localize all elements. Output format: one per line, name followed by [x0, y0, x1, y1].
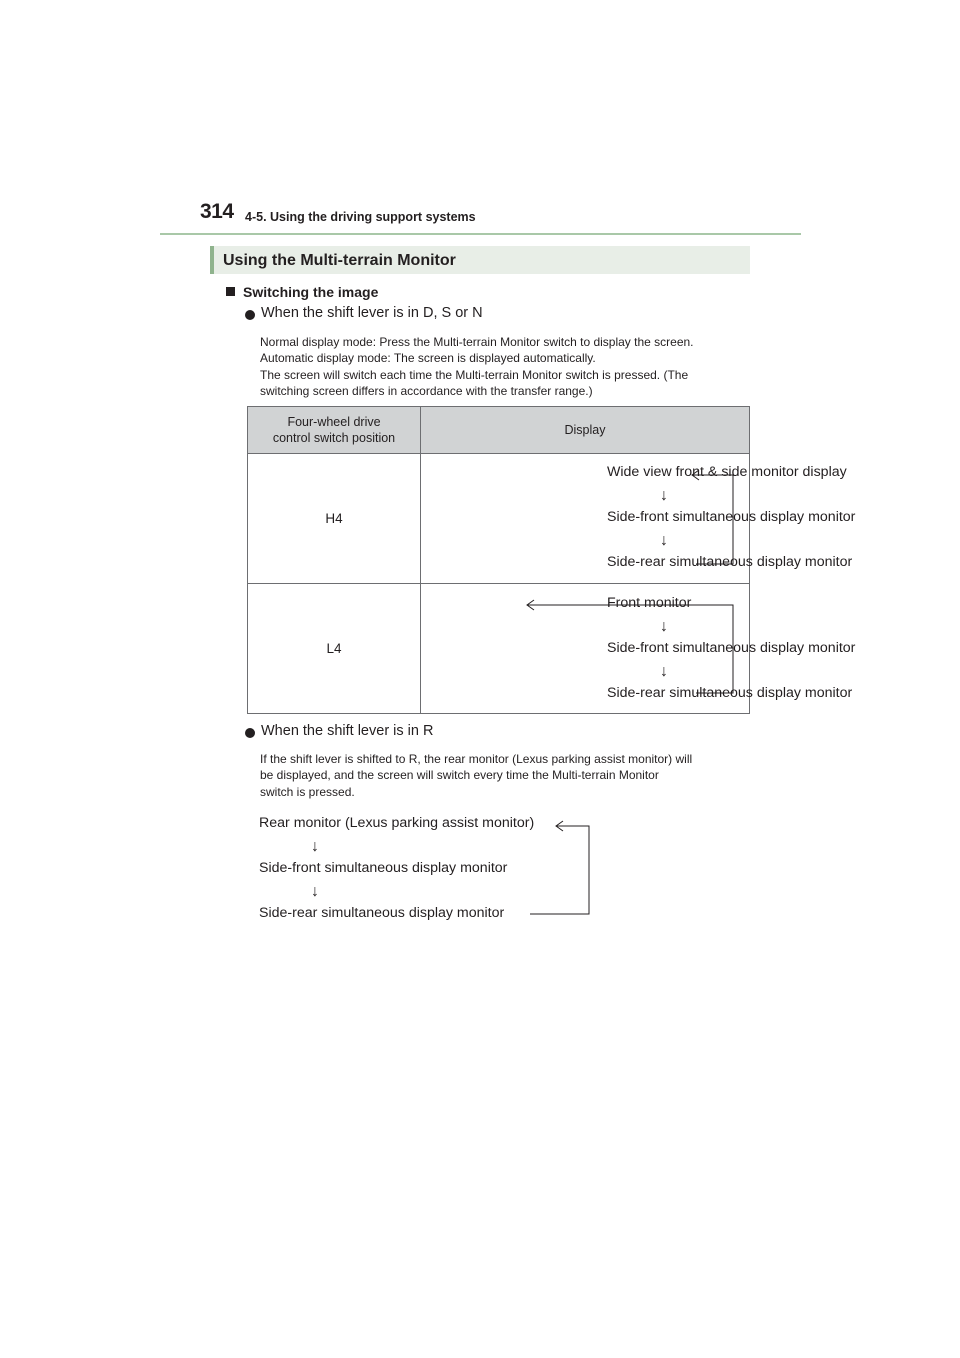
down-arrow-icon: ↓: [660, 532, 668, 549]
column-header-line: Four-wheel drive: [287, 415, 381, 429]
sequence-item: Wide view front & side monitor display: [607, 464, 847, 480]
column-header-display: Display: [421, 407, 750, 454]
sequence-item: Side-rear simultaneous display monitor: [607, 554, 853, 570]
down-arrow-icon: ↓: [660, 487, 668, 504]
switch-position-cell: L4: [248, 584, 421, 714]
reverse-display-sequence: [245, 810, 605, 930]
subheading: Switching the image: [243, 284, 379, 300]
description-line: Automatic display mode: The screen is displayed automatically.: [260, 351, 596, 366]
sequence-item: Side-rear simultaneous display monitor: [607, 685, 853, 701]
sequence-item: Side-rear simultaneous display monitor: [259, 905, 505, 921]
sequence-item: Rear monitor (Lexus parking assist monitor): [259, 815, 535, 831]
description-line: If the shift lever is shifted to R, the rear monitor (Lexus parking assist monitor) will: [260, 752, 693, 766]
bullet-shift-r: When the shift lever is in R: [261, 723, 434, 739]
description-line: switch is pressed.: [260, 784, 355, 799]
description-line: The screen will switch each time the Multi-terrain Monitor switch is pressed. (The: [260, 367, 689, 382]
down-arrow-icon: ↓: [311, 883, 319, 900]
sequence-item: Side-front simultaneous display monitor: [607, 509, 856, 525]
round-bullet-icon: [245, 728, 255, 738]
description-line: switching screen differs in accordance with the transfer range.): [260, 383, 593, 398]
description-line: Normal display mode: Press the Multi-terrain Monitor switch to display the screen.: [260, 335, 694, 349]
bullet-shift-dsn: When the shift lever is in D, S or N: [261, 305, 483, 321]
down-arrow-icon: ↓: [311, 838, 319, 855]
section-title: Using the Multi-terrain Monitor: [223, 252, 456, 269]
down-arrow-icon: ↓: [660, 663, 668, 680]
column-header-line: control switch position: [272, 431, 396, 445]
sequence-item: Side-front simultaneous display monitor: [607, 640, 856, 656]
chapter-title: 4-5. Using the driving support systems: [245, 210, 476, 224]
bullet-shift-r-description: [260, 751, 745, 800]
description-line: be displayed, and the screen will switch every time the Multi-terrain Monitor: [260, 768, 659, 783]
sequence-item: Side-front simultaneous display monitor: [259, 860, 508, 876]
switch-position-cell: H4: [248, 454, 421, 584]
page-number: 314: [200, 200, 234, 223]
down-arrow-icon: ↓: [660, 618, 668, 635]
sequence-item: Front monitor: [607, 595, 692, 611]
